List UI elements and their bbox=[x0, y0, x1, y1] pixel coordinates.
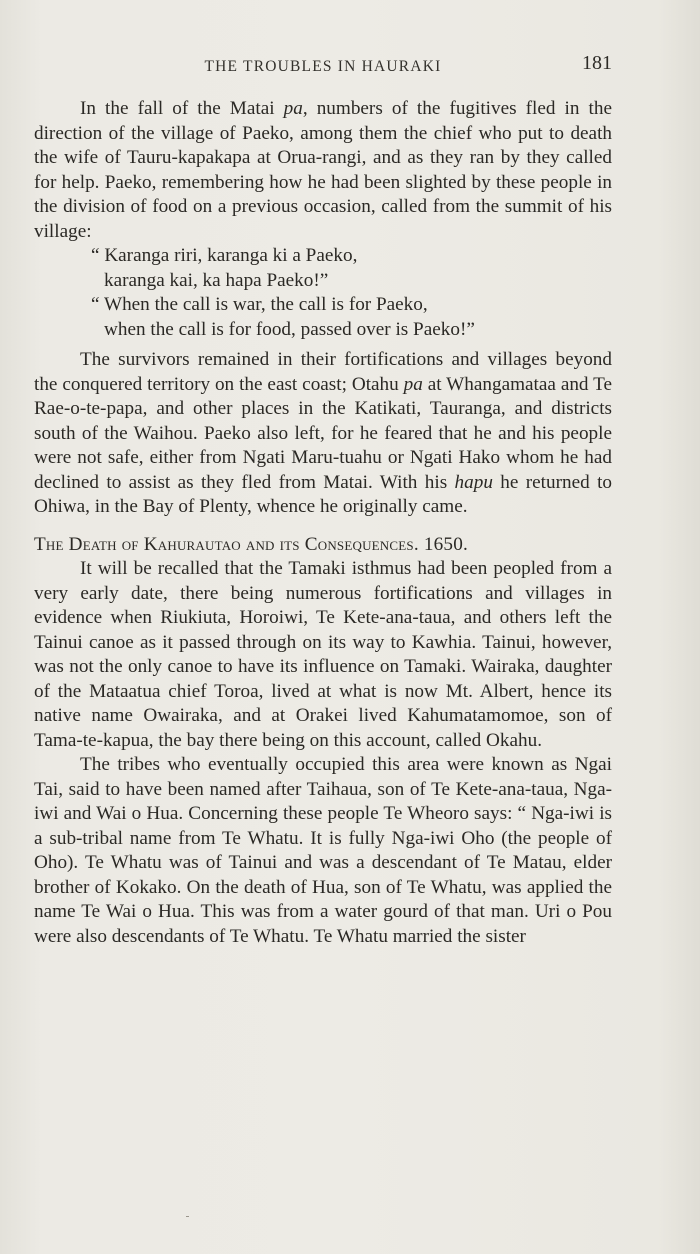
verse-line: “ When the call is war, the call is for Paeko, bbox=[91, 294, 428, 315]
section-heading: The Death of Kahurautao and its Consequences. 1650. bbox=[34, 533, 468, 555]
body-text bbox=[34, 97, 612, 949]
paragraph-matai-fall bbox=[34, 97, 612, 244]
paragraph-text: at Whangamataa and Te Rae-o-te-papa, and other places in the Katikati, Tauranga, and districts south of the Waihou. Paeko also left, for he feared that he and his people were not safe, either from Ngati Maru-tuahu or Ngati Hako whom he had declined to assist as they fled from Matai. With his bbox=[34, 373, 612, 493]
verse-line: karanga kai, ka hapa Paeko!” bbox=[104, 269, 329, 291]
paragraph-text: he returned to Ohiwa, in the Bay of Plenty, whence he originally came. bbox=[34, 471, 612, 517]
page-number: 181 bbox=[582, 52, 612, 74]
italic-term: pa bbox=[403, 373, 423, 395]
paragraph-text: In the fall of the Matai bbox=[80, 98, 284, 119]
paragraph-survivors bbox=[34, 348, 612, 520]
verse-quotation bbox=[34, 244, 612, 342]
running-head bbox=[34, 52, 612, 80]
italic-term: hapu bbox=[454, 471, 493, 493]
italic-term: pa bbox=[283, 98, 303, 119]
paragraph-text: The survivors remained in their fortifications and villages beyond the conquered territory on the east coast; Otahu bbox=[34, 349, 612, 395]
paragraph-tamaki: It will be recalled that the Tamaki isthmus had been peopled from a very early date, there being numerous fortifications and villages in evidence when Riukiuta, Horoiwi, Te Kete-ana-taua, and others left the Tainui canoe as it passed through on its way to Kawhia. Tainui, however, was not the only canoe to have its influence on Tamaki. Wairaka, daughter of the Mataatua chief Toroa, lived at what is now Mt. Albert, hence its native name Owairaka, and at Orakei lived Kahumatamomoe, son of Tama-te-kapua, the bay there being on this account, called Okahu. bbox=[34, 558, 612, 751]
paragraph-text: , numbers of the fugitives fled in the direction of the village of Paeko, among them the chief who put to death the wife of Tauru-kapakapa at Orua-rangi, and as they ran by they called for help. Paeko, remembering how he had been slighted by these people in the division of food on a previous occasion, called from the summit of his village: bbox=[34, 98, 613, 242]
paragraph-ngai-tai: The tribes who eventually occupied this area were known as Ngai Tai, said to have been named after Taihaua, son of Te Kete-ana-taua, Nga-iwi and Wai o Hua. Concerning these people Te Wheoro says: “ Nga-iwi is a sub-tribal name from Te Whatu. It is fully Nga-iwi Oho (the people of Oho). Te Whatu was of Tainui and was a descendant of Te Matau, elder brother of Kokako. On the death of Hua, son of Te Whatu, was applied the name Te Wai o Hua. This was from a water gourd of that man. Uri o Pou were also descendants of Te Whatu. Te Whatu married the sister bbox=[34, 754, 612, 947]
verse-line: when the call is for food, passed over is Paeko!” bbox=[104, 318, 475, 340]
verse-line: “ Karanga riri, karanga ki a Paeko, bbox=[91, 245, 358, 266]
running-title: THE TROUBLES IN HAURAKI bbox=[204, 58, 442, 75]
paper-speck bbox=[186, 1216, 189, 1217]
